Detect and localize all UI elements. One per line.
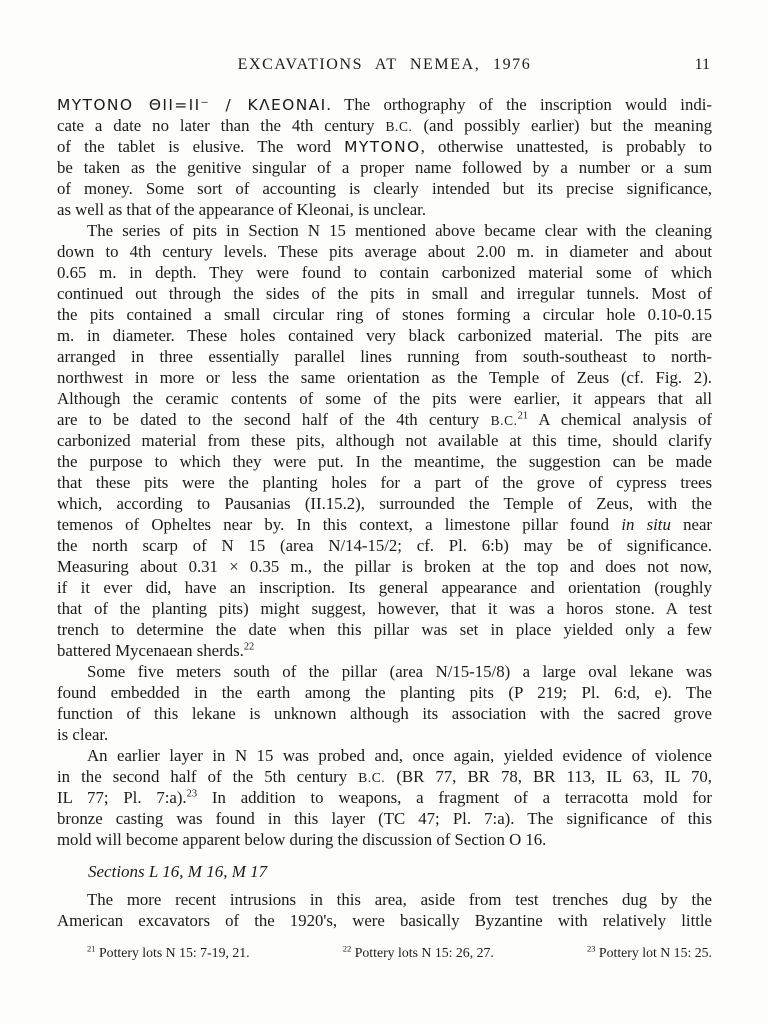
text-line: that of the planting pits) might suggest, however, that it was a horos stone. A test bbox=[57, 599, 712, 618]
text-line: bronze casting was found in this layer (TC 47; Pl. 7:a). The significance of this bbox=[57, 809, 712, 828]
text-line: temenos of Opheltes near by. In this context, a limestone pillar found in situ near bbox=[57, 515, 712, 534]
footnote: $^{21}$ Pottery lots N 15: 7-19, 21. bbox=[87, 943, 250, 960]
text-line: of the tablet is elusive. The word MYTONO, otherwise unattested, is probably to bbox=[57, 137, 712, 156]
page-number: 11 bbox=[694, 56, 710, 73]
text-line: that these pits were the planting holes for a part of the grove of cypress trees bbox=[57, 473, 712, 492]
text-line: Although the ceramic contents of some of the pits were earlier, it appears that all bbox=[57, 389, 712, 408]
text-line: are to be dated to the second half of the 4th century B.C.$^{21}$ A chemical analysis of bbox=[57, 410, 712, 429]
text-line: MYTONO ΘΙΙ=ΙΙ⁻ / ΚΛΕΟΝΑΙ. The orthography of the inscription would indi- bbox=[57, 95, 712, 114]
text-line: arranged in three essentially parallel lines running from south-southeast to north- bbox=[57, 347, 712, 366]
text-body bbox=[57, 94, 712, 931]
text-line: m. in diameter. These holes contained very black carbonized material. The pits are bbox=[57, 326, 712, 345]
text-line: northwest in more or less the same orientation as the Temple of Zeus (cf. Fig. 2). bbox=[57, 368, 712, 387]
text-line: mold will become apparent below during the discussion of Section O 16. bbox=[57, 830, 547, 849]
text-line: carbonized material from these pits, although not available at this time, should clarify bbox=[57, 431, 712, 450]
text-line: the north scarp of N 15 (area N/14-15/2; cf. Pl. 6:b) may be of significance. bbox=[57, 536, 712, 555]
text-line: the pits contained a small circular ring of stones forming a circular hole 0.10-0.15 bbox=[57, 305, 712, 324]
text-line: An earlier layer in N 15 was probed and, once again, yielded evidence of violence bbox=[87, 746, 712, 765]
running-title: EXCAVATIONS AT NEMEA, 1976 bbox=[237, 56, 532, 73]
text-line: of money. Some sort of accounting is clearly intended but its precise significance, bbox=[57, 179, 712, 198]
text-line: if it ever did, have an inscription. Its general appearance and orientation (roughly bbox=[57, 578, 712, 597]
footnote: $^{23}$ Pottery lot N 15: 25. bbox=[586, 943, 712, 960]
text-line: Measuring about 0.31 × 0.35 m., the pillar is broken at the top and does not now, bbox=[57, 557, 712, 576]
page-header bbox=[57, 56, 712, 76]
footnotes bbox=[57, 944, 712, 961]
text-line: the purpose to which they were put. In the meantime, the suggestion can be made bbox=[57, 452, 712, 471]
section-heading: Sections L 16, M 16, M 17 bbox=[88, 862, 268, 881]
text-line: battered Mycenaean sherds.$^{22}$ bbox=[57, 641, 255, 660]
text-line: down to 4th century levels. These pits average about 2.00 m. in diameter and about bbox=[57, 242, 712, 261]
text-line: which, according to Pausanias (II.15.2), surrounded the Temple of Zeus, with the bbox=[57, 494, 712, 513]
footnote: $^{22}$ Pottery lots N 15: 26, 27. bbox=[342, 943, 494, 960]
text-line: continued out through the sides of the pits in small and irregular tunnels. Most of bbox=[57, 284, 712, 303]
text-line: be taken as the genitive singular of a proper name followed by a number or a sum bbox=[57, 158, 712, 177]
text-line: Some five meters south of the pillar (area N/15-15/8) a large oval lekane was bbox=[87, 662, 712, 681]
text-line: function of this lekane is unknown although its association with the sacred grove bbox=[57, 704, 712, 723]
text-line: in the second half of the 5th century B.C. (BR 77, BR 78, BR 113, IL 63, IL 70, bbox=[57, 767, 712, 786]
text-line: as well as that of the appearance of Kleonai, is unclear. bbox=[57, 200, 427, 219]
text-line: found embedded in the earth among the planting pits (P 219; Pl. 6:d, e). The bbox=[57, 683, 712, 702]
text-line: cate a date no later than the 4th century B.C. (and possibly earlier) but the meaning bbox=[57, 116, 712, 135]
text-line: American excavators of the 1920's, were basically Byzantine with relatively little bbox=[57, 911, 712, 930]
text-line: IL 77; Pl. 7:a).$^{23}$ In addition to weapons, a fragment of a terracotta mold for bbox=[57, 788, 712, 807]
text-line: trench to determine the date when this pillar was set in place yielded only a few bbox=[57, 620, 712, 639]
text-line: The more recent intrusions in this area, aside from test trenches dug by the bbox=[87, 890, 712, 909]
text-line: The series of pits in Section N 15 mentioned above became clear with the cleaning bbox=[87, 221, 712, 240]
text-line: is clear. bbox=[57, 725, 109, 744]
text-line: 0.65 m. in depth. They were found to contain carbonized material some of which bbox=[57, 263, 712, 282]
